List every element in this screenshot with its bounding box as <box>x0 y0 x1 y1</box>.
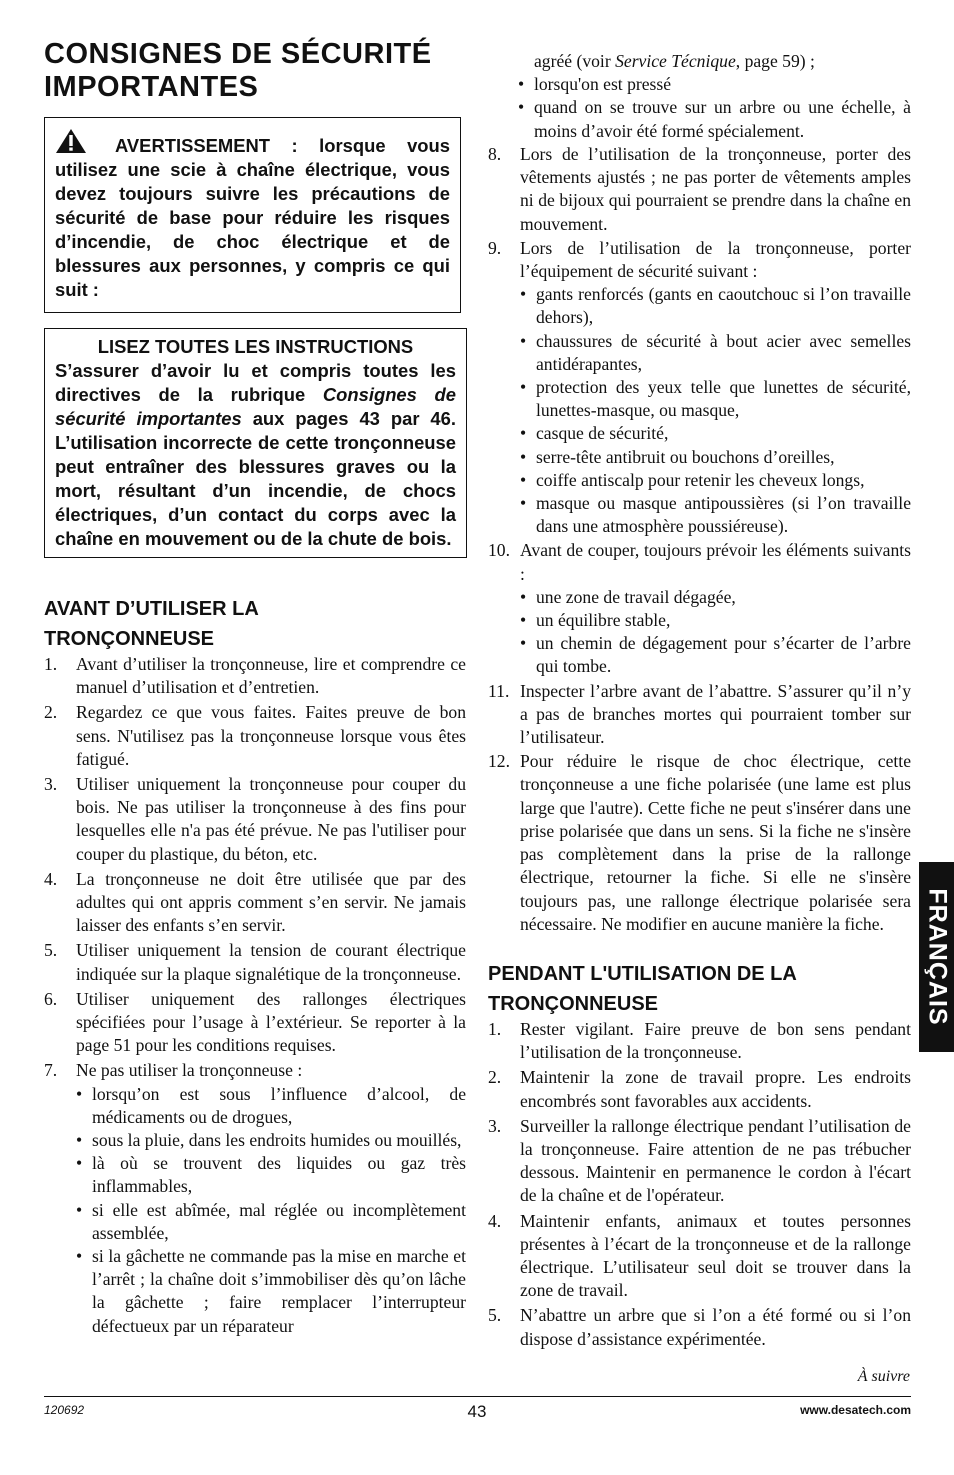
page-title: CONSIGNES DE SÉCURITÉ IMPORTANTES <box>44 38 432 103</box>
list-item <box>44 1059 466 1337</box>
item-number: 2. <box>488 1067 502 1088</box>
item-number: 2. <box>44 702 58 723</box>
list-item <box>488 750 911 936</box>
item-text: N’abattre un arbre que si l’on a été formé ou si l’on dispose d’assistance expérimentée. <box>520 1305 911 1349</box>
item-text: Avant d’utiliser la tronçonneuse, lire et comprendre ce manuel d’utilisation et d’entretien. <box>76 654 466 698</box>
section-heading-during-line2: TRONÇONNEUSE <box>488 993 659 1015</box>
bullet-item: • serre-tête antibruit ou bouchons d’oreilles, <box>520 446 911 469</box>
list-item <box>488 237 911 539</box>
bullet-item: • casque de sécurité, <box>520 422 911 445</box>
before-list <box>44 653 466 1338</box>
item9-bullets <box>520 283 911 538</box>
item-text: Utiliser uniquement la tronçonneuse pour couper du bois. Ne pas utiliser la tronçonneuse à des fins pour lesquelles elle n'a pas été prévue. Ne pas l'utiliser pour couper du plastique, du béton, etc. <box>76 774 466 864</box>
item-number: 5. <box>44 940 58 961</box>
continued-line-2: , page 59) ; <box>735 51 815 71</box>
read-instructions-box <box>44 328 467 558</box>
bullet-item: • là où se trouvent des liquides ou gaz très inflammables, <box>76 1152 466 1198</box>
warning-triangle-icon <box>55 128 87 154</box>
warning-text: AVERTISSEMENT : lorsque vous utilisez une scie à chaîne électrique, vous devez toujours suivre les précautions de sécurité de base pour réduire les risques d’incendie, de choc électrique et de blessures aux personnes, y compris ce qui suit : <box>55 135 450 300</box>
item-number: 11. <box>488 680 510 701</box>
during-list <box>488 1018 911 1351</box>
section-heading-before-line2: TRONÇONNEUSE <box>44 628 215 650</box>
item-number: 4. <box>44 868 58 889</box>
item-text: Utiliser uniquement des rallonges électriques spécifiées pour l’usage à l’extérieur. Se reporter à la page 51 pour les conditions requises. <box>76 988 466 1056</box>
bullet-item: • une zone de travail dégagée, <box>520 586 911 609</box>
section-heading-before-line1: AVANT D’UTILISER LA <box>44 598 259 620</box>
bullet-item: • masque ou masque antipoussières (si l’on travaille dans une atmosphère poussiéreuse). <box>520 492 911 538</box>
list-item <box>488 1210 911 1303</box>
list-item <box>488 680 911 750</box>
list-item <box>44 988 466 1058</box>
item-number: 3. <box>44 774 58 795</box>
bullet-item: • coiffe antiscalp pour retenir les cheveux longs, <box>520 469 911 492</box>
continued-line-1: agréé (voir <box>534 51 616 71</box>
item-number: 9. <box>488 237 502 258</box>
section-heading-during <box>488 959 911 1019</box>
item-text: Pour réduire le risque de choc électrique, cette tronçonneuse a une fiche polarisée (une lame est plus large que l'autre). Cette fiche ne peut s'insérer dans une prise polarisée que dans un sens. Si la fiche ne s'insère pas complètement dans la prise de la rallonge électrique, retourner la fiche. Si elle ne s'insère toujours pas, une rallonge électrique polarisée sera nécessaire. Ne modifier en aucune manière la fiche. <box>520 751 911 934</box>
item-number: 5. <box>488 1305 502 1326</box>
bullet-item: • un équilibre stable, <box>520 609 911 632</box>
item-number: 1. <box>488 1019 502 1039</box>
item10-bullets <box>520 586 911 679</box>
read-box-text-2: aux pages 43 par 46. L’utilisation incorrecte de cette tronçonneuse peut entraîner des blessures graves ou la mort, résultant d’un incendie, de chocs électriques, d’un contact du corps avec la chaîne en mouvement ou de la chute de bois. <box>55 408 456 549</box>
section-heading-before <box>44 594 466 654</box>
continued-bullets <box>518 50 911 143</box>
footer-doc-number: 120692 <box>44 1403 85 1417</box>
list-item <box>44 939 466 985</box>
item-number: 1. <box>44 654 58 674</box>
bullet-item: • chaussures de sécurité à bout acier avec semelles antidérapantes, <box>520 330 911 376</box>
bullet-item: • quand on se trouve sur un arbre ou une échelle, à moins d’avoir été formé spécialement. <box>518 96 911 142</box>
item-text: Regardez ce que vous faites. Faites preuve de bon sens. N'utilisez pas la tronçonneuse lorsque vous êtes fatigué. <box>76 702 466 769</box>
bullet-item: • lorsqu'on est pressé <box>518 73 911 96</box>
item-text: Rester vigilant. Faire preuve de bon sens pendant l’utilisation de la tronçonneuse. <box>520 1019 911 1063</box>
list-item <box>44 701 466 771</box>
read-box-text-1: S’assurer d’avoir lu et compris toutes les directives de la rubrique <box>55 360 456 405</box>
list-item <box>488 1066 911 1112</box>
section-heading-during-line1: PENDANT L'UTILISATION DE LA <box>488 963 797 985</box>
item7-bullets <box>76 1083 466 1338</box>
item-text: Utiliser uniquement la tension de courant électrique indiquée sur la plaque signalétique de la tronçonneuse. <box>76 940 466 984</box>
list-item <box>488 143 911 236</box>
warning-box <box>44 117 461 313</box>
list-item <box>488 539 911 678</box>
bullet-item: • un chemin de dégagement pour s’écarter de l’arbre qui tombe. <box>520 632 911 678</box>
item-text: Lors de l’utilisation de la tronçonneuse, porter l’équipement de sécurité suivant : <box>520 237 911 282</box>
item-number: 8. <box>488 144 502 164</box>
bullet-item: • protection des yeux telle que lunettes de sécurité, lunettes-masque, ou masque, <box>520 376 911 422</box>
list-item <box>488 1115 911 1208</box>
language-side-tab-label: FRANÇAIS <box>923 888 951 1026</box>
item-text: Maintenir enfants, animaux et toutes personnes présentes à l’écart de la tronçonneuse et de la rallonge électrique. L’utilisateur seul doit se trouver dans la zone de travail. <box>520 1210 911 1301</box>
read-box-text-em: Consignes de sécurité importantes <box>55 384 456 429</box>
continued-line-em: Service Técnique <box>615 51 736 71</box>
bullet-item: • si la gâchette ne commande pas la mise en marche et l’arrêt ; la chaîne doit s’immobiliser dès qu’on lâche la gâchette ; faire remplacer l’interrupteur défectueux par un réparateur <box>76 1245 466 1338</box>
item-text: Maintenir la zone de travail propre. Les endroits encombrés sont favorables aux accidents. <box>520 1067 911 1111</box>
list-item <box>488 1018 911 1064</box>
item-text: Surveiller la rallonge électrique pendant l’utilisation de la tronçonneuse. Faire attention de ne pas trébucher dessous. Maintenir en permanence le cordon à l'écart de la chaîne et de l'opérateur. <box>520 1115 911 1206</box>
item-text: Avant de couper, toujours prévoir les éléments suivants : <box>520 540 911 584</box>
bullet-item: • gants renforcés (gants en caoutchouc si l’on travaille dehors), <box>520 283 911 329</box>
language-side-tab <box>919 862 954 1052</box>
list-item <box>44 868 466 938</box>
bullet-item: • lorsqu’on est sous l’influence d’alcool, de médicaments ou de drogues, <box>76 1083 466 1129</box>
list-item <box>44 773 466 866</box>
item-number: 7. <box>44 1060 58 1081</box>
item-number: 10. <box>488 540 510 561</box>
item-number: 4. <box>488 1210 502 1231</box>
list-item <box>488 1304 911 1350</box>
continued-note: À suivre <box>857 1368 910 1385</box>
footer-divider <box>44 1396 911 1397</box>
item-text: La tronçonneuse ne doit être utilisée que par des adultes qui ont appris comment s’en servir. Ne jamais laisser des enfants s’en servir. <box>76 868 466 936</box>
item-text: Inspecter l’arbre avant de l’abattre. S’assurer qu’il n’y a pas de branches mortes qui pourraient tomber sur l’utilisateur. <box>520 680 911 748</box>
footer-page-number: 43 <box>467 1402 487 1421</box>
bullet-item: • si elle est abîmée, mal réglée ou incomplètement assemblée, <box>76 1199 466 1245</box>
item-number: 3. <box>488 1115 502 1136</box>
bullet-item: • sous la pluie, dans les endroits humides ou mouillés, <box>76 1129 466 1152</box>
list-item <box>44 653 466 699</box>
continued-line <box>518 50 911 73</box>
footer-website: www.desatech.com <box>800 1403 911 1417</box>
right-list <box>488 143 911 936</box>
item-text: Ne pas utiliser la tronçonneuse : <box>76 1060 303 1081</box>
item-number: 6. <box>44 988 58 1009</box>
item-text: Lors de l’utilisation de la tronçonneuse, porter des vêtements ajustés ; ne pas porter de vêtements amples ni de bijoux qui pourraient se prendre dans la chaîne en mouvement. <box>520 144 911 234</box>
read-box-title: LISEZ TOUTES LES INSTRUCTIONS <box>97 336 414 357</box>
item-number: 12. <box>488 751 510 772</box>
